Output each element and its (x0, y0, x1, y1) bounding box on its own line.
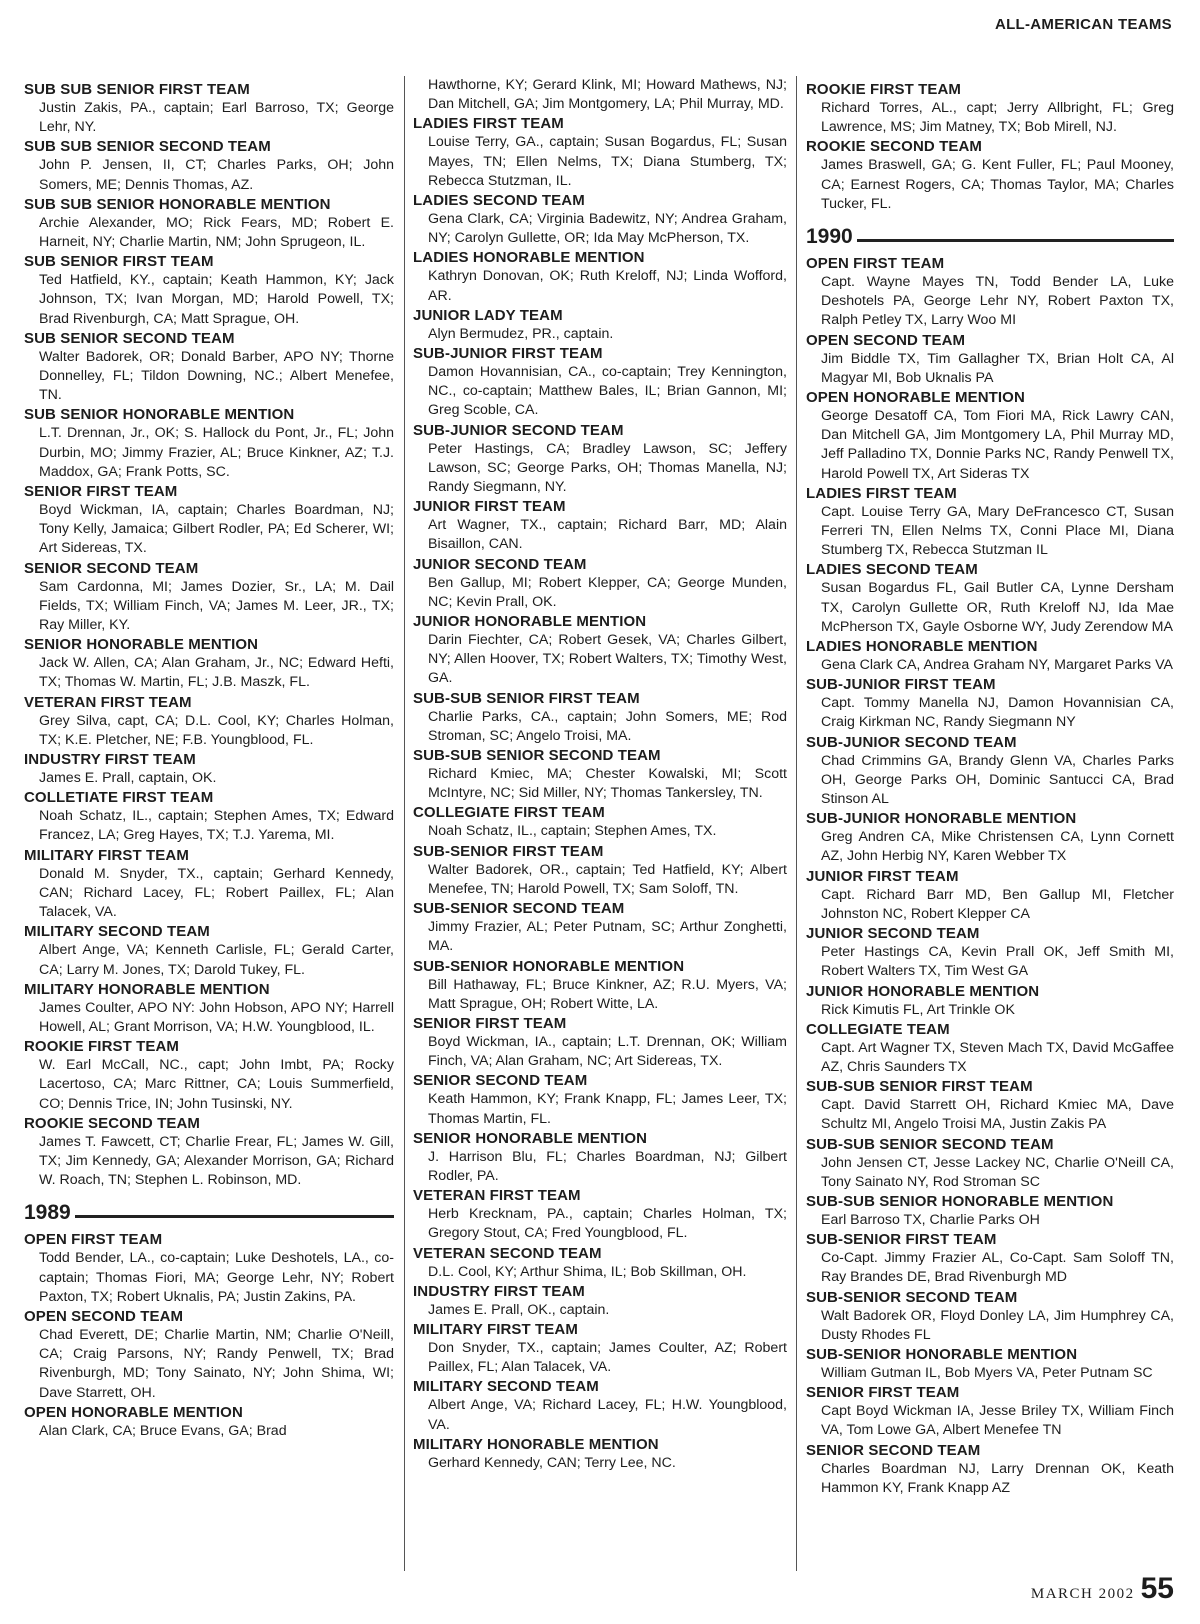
team-heading: SUB SENIOR FIRST TEAM (24, 253, 214, 271)
team-entry (24, 195, 394, 252)
team-members: Hawthorne, KY; Gerard Klink, MI; Howard Mathews, NJ; Dan Mitchell, GA; Jim Montgomery, LA; Phil Murray, MD. (428, 77, 787, 113)
team-entry (24, 635, 394, 692)
team-heading: MILITARY HONORABLE MENTION (413, 1435, 659, 1453)
team-entry (24, 559, 394, 636)
team-heading: SUB-SENIOR FIRST TEAM (806, 1231, 997, 1249)
year-rule (857, 239, 1174, 242)
team-entry (24, 329, 394, 406)
team-members: Todd Bender, LA., co-captain; Luke Deshotels, LA., co-captain; Thomas Fiori, MA; George Lehr, NY; Robert Paxton, TX; Robert Uknalis, PA; Justin Zakins, PA. (39, 1250, 394, 1305)
team-members: Capt. Richard Barr MD, Ben Gallup MI, Fletcher Johnston NC, Robert Klepper CA (821, 886, 1174, 922)
team-entry (413, 957, 787, 1014)
team-heading: OPEN HONORABLE MENTION (24, 1403, 243, 1421)
team-entry (806, 675, 1174, 732)
team-entry (806, 1345, 1174, 1383)
team-entry (806, 331, 1174, 388)
team-entry (806, 809, 1174, 866)
team-members: Alan Clark, CA; Bruce Evans, GA; Brad (39, 1422, 287, 1439)
team-entry (24, 693, 394, 750)
team-heading: COLLEGIATE FIRST TEAM (413, 804, 605, 822)
team-entry (24, 750, 394, 788)
team-members: Sam Cardonna, MI; James Dozier, Sr., LA; M. Dail Fields, TX; William Finch, VA; James M. Leer, JR., TX; Ray Miller, KY. (39, 578, 394, 634)
team-heading: SUB-SUB SENIOR FIRST TEAM (806, 1078, 1033, 1096)
team-heading: JUNIOR FIRST TEAM (806, 867, 959, 885)
team-entry (24, 922, 394, 979)
year-label: 1990 (806, 225, 853, 249)
team-heading: SUB-SUB SENIOR HONORABLE MENTION (806, 1192, 1114, 1210)
team-entry (413, 746, 787, 803)
team-heading: MILITARY SECOND TEAM (24, 923, 210, 941)
team-heading: ROOKIE SECOND TEAM (806, 138, 982, 156)
team-heading: SENIOR FIRST TEAM (24, 483, 178, 501)
team-heading: SUB SUB SENIOR SECOND TEAM (24, 138, 271, 156)
team-members: Don Snyder, TX., captain; James Coulter, AZ; Robert Paillex, FL; Alan Talacek, VA. (428, 1339, 787, 1376)
team-heading: ROOKIE SECOND TEAM (24, 1114, 200, 1132)
team-members: Rick Kimutis FL, Art Trinkle OK (821, 1001, 1015, 1018)
year-heading (806, 224, 1174, 250)
team-entry (413, 1377, 787, 1434)
team-entry (24, 405, 394, 482)
team-heading: SUB SUB SENIOR HONORABLE MENTION (24, 195, 331, 213)
team-heading: SENIOR FIRST TEAM (806, 1384, 960, 1402)
team-members: James E. Prall, OK., captain. (428, 1301, 610, 1318)
team-members: Walter Badorek, OR; Donald Barber, APO NY; Thorne Donnelley, FL; Tildon Downing, NC.; Albert Menefee, TN. (39, 348, 394, 404)
team-heading: SUB SUB SENIOR FIRST TEAM (24, 81, 250, 98)
team-entry (806, 924, 1174, 981)
team-members: Noah Schatz, IL., captain; Stephen Ames, TX; Edward Francez, LA; Greg Hayes, TX; T.J. Yarema, MI. (39, 808, 394, 844)
column-3 (806, 80, 1174, 1498)
team-heading: SUB-JUNIOR HONORABLE MENTION (806, 810, 1077, 828)
team-heading: JUNIOR HONORABLE MENTION (413, 613, 647, 631)
team-entry (806, 867, 1174, 924)
team-entry (806, 484, 1174, 561)
team-heading: LADIES HONORABLE MENTION (413, 249, 645, 267)
team-heading: OPEN SECOND TEAM (806, 331, 966, 349)
team-members: Charlie Parks, CA., captain; John Somers, ME; Rod Stroman, SC; Angelo Troisi, MA. (428, 708, 787, 744)
team-heading: JUNIOR LADY TEAM (413, 306, 563, 324)
team-members: Gena Clark CA, Andrea Graham NY, Margaret Parks VA (821, 657, 1173, 674)
team-members: Damon Hovannisian, CA., co-captain; Trey Kennington, NC., co-captain; Matthew Bales, IL; Brian Gannon, MI; Greg Scoble, CA. (428, 364, 787, 419)
issue-date: MARCH 2002 (1030, 1586, 1135, 1602)
team-members: Greg Andren CA, Mike Christensen CA, Lynn Cornett AZ, John Herbig NY, Karen Webber TX (821, 829, 1174, 865)
team-members: Herb Krecknam, PA., captain; Charles Holman, TX; Gregory Stout, CA; Fred Youngblood, FL. (428, 1206, 787, 1242)
column-divider (404, 76, 405, 1571)
team-heading: SENIOR FIRST TEAM (413, 1014, 567, 1032)
team-heading: SUB-JUNIOR SECOND TEAM (806, 733, 1017, 751)
team-entry (413, 497, 787, 554)
team-heading: VETERAN SECOND TEAM (413, 1244, 602, 1262)
team-heading: LADIES SECOND TEAM (413, 192, 585, 210)
column-1 (24, 80, 394, 1441)
team-entry (806, 1020, 1174, 1077)
team-members: Charles Boardman NJ, Larry Drennan OK, Keath Hammon KY, Frank Knapp AZ (821, 1460, 1174, 1496)
year-heading (24, 1200, 394, 1226)
team-heading: SUB-JUNIOR FIRST TEAM (413, 345, 603, 363)
team-heading: OPEN FIRST TEAM (806, 255, 945, 273)
team-members: Earl Barroso TX, Charlie Parks OH (821, 1211, 1040, 1228)
team-entry (806, 1135, 1174, 1192)
team-entry (24, 1307, 394, 1403)
team-entry (413, 344, 787, 421)
team-heading: JUNIOR SECOND TEAM (413, 555, 587, 573)
team-entry (413, 421, 787, 498)
team-members: George Desatoff CA, Tom Fiori MA, Rick Lawry CAN, Dan Mitchell GA, Jim Montgomery LA, Phil Murray MD, Jeff Palladino TX, Donnie Parks NC, Randy Penwell TX, Harold Powell TX, Art Sideras TX (821, 408, 1174, 482)
team-heading: SUB-SUB SENIOR SECOND TEAM (413, 747, 661, 765)
team-heading: MILITARY FIRST TEAM (24, 846, 189, 864)
team-entry (806, 560, 1174, 637)
team-members: Boyd Wickman, IA, captain; Charles Boardman, NJ; Tony Kelly, Jamaica; Gilbert Rodler, PA; Ed Scherer, WI; Art Sidereas, TX. (39, 502, 394, 557)
team-members: W. Earl McCall, NC., capt; John Imbt, PA; Rocky Lacertoso, CA; Marc Rittner, CA; Louis Summerfield, CO; Dennis Trice, IN; John Tusinski, NY. (39, 1057, 394, 1112)
team-entry (413, 899, 787, 956)
team-members: Peter Hastings CA, Kevin Prall OK, Jeff Smith MI, Robert Walters TX, Tim West GA (821, 944, 1174, 980)
team-heading: INDUSTRY FIRST TEAM (413, 1282, 585, 1300)
team-heading: VETERAN FIRST TEAM (24, 693, 192, 711)
team-members: Louise Terry, GA., captain; Susan Bogardus, FL; Susan Mayes, TN; Ellen Nelms, TX; Diana Stumberg, TX; Rebecca Stutzman, IL. (428, 134, 787, 189)
team-entry (806, 733, 1174, 810)
team-heading: LADIES FIRST TEAM (806, 484, 957, 502)
page-footer (1031, 1572, 1174, 1606)
team-entry (413, 1435, 787, 1473)
team-members: John Jensen CT, Jesse Lackey NC, Charlie O'Neill CA, Tony Sainato NY, Rod Stroman SC (821, 1154, 1174, 1190)
team-members: Richard Kmiec, MA; Chester Kowalski, MI; Scott McIntyre, NC; Sid Miller, NY; Thomas Tankersley, TN. (428, 766, 787, 802)
team-members: Albert Ange, VA; Richard Lacey, FL; H.W. Youngblood, VA. (428, 1397, 787, 1433)
team-members: James Coulter, APO NY: John Hobson, APO NY; Harrell Howell, AL; Grant Morrison, VA; H.W. Youngblood, IL. (39, 999, 394, 1035)
team-members: Richard Torres, AL., capt; Jerry Allbright, FL; Greg Lawrence, MS; Jim Matney, TX; Bob Mirell, NJ. (821, 100, 1174, 136)
team-members: Jimmy Frazier, AL; Peter Putnam, SC; Arthur Zonghetti, MA. (428, 919, 787, 955)
team-heading: SUB-SENIOR FIRST TEAM (413, 842, 604, 860)
team-heading: JUNIOR HONORABLE MENTION (806, 982, 1040, 1000)
team-entry (413, 76, 787, 114)
team-members: Noah Schatz, IL., captain; Stephen Ames, TX. (428, 823, 717, 840)
team-members: Boyd Wickman, IA., captain; L.T. Drennan, OK; William Finch, VA; Alan Graham, NC; Art Sidereas, TX. (428, 1033, 787, 1070)
team-heading: VETERAN FIRST TEAM (413, 1187, 581, 1205)
team-heading: ROOKIE FIRST TEAM (806, 81, 962, 98)
team-entry (413, 1282, 787, 1320)
team-entry (806, 637, 1174, 675)
team-entry (24, 252, 394, 329)
team-heading: LADIES SECOND TEAM (806, 561, 978, 579)
team-members: Capt. Louise Terry GA, Mary DeFrancesco CT, Susan Ferreri TN, Ellen Nelms TX, Conni Place MI, Diana Stumberg TX, Rebecca Stutzman IL (821, 503, 1174, 559)
team-heading: LADIES HONORABLE MENTION (806, 638, 1038, 656)
team-heading: OPEN HONORABLE MENTION (806, 389, 1025, 407)
team-members: James Braswell, GA; G. Kent Fuller, FL; Paul Mooney, CA; Earnest Rogers, CA; Thomas Taylor, MA; Charles Tucker, FL. (821, 157, 1174, 212)
team-members: Chad Everett, DE; Charlie Martin, NM; Charlie O'Neill, CA; Craig Parsons, NY; Randy Penwell, TX; Brad Rivenburgh, MD; Tony Sainato, NY; John Shima, WI; Dave Starrett, OH. (39, 1326, 394, 1401)
team-entry (413, 306, 787, 344)
team-members: John P. Jensen, II, CT; Charles Parks, OH; John Somers, ME; Dennis Thomas, AZ. (39, 157, 394, 193)
team-heading: SUB SENIOR SECOND TEAM (24, 329, 235, 347)
team-heading: COLLETIATE FIRST TEAM (24, 789, 214, 807)
team-heading: OPEN FIRST TEAM (24, 1231, 163, 1249)
team-members: Peter Hastings, CA; Bradley Lawson, SC; Jeffery Lawson, SC; George Parks, OH; Thomas Manella, NJ; Randy Siegmann, NY. (428, 440, 787, 496)
team-entry (806, 80, 1174, 137)
team-members: James T. Fawcett, CT; Charlie Frear, FL; James W. Gill, TX; Jim Kennedy, GA; Alexander Morrison, GA; Richard W. Roach, TN; Stephen L. Robinson, MD. (39, 1133, 394, 1189)
team-members: Gena Clark, CA; Virginia Badewitz, NY; Andrea Graham, NY; Carolyn Gullette, OR; Ida May McPherson, TX. (428, 211, 787, 247)
year-label: 1989 (24, 1201, 71, 1225)
team-heading: SUB-SUB SENIOR FIRST TEAM (413, 689, 640, 707)
team-heading: ROOKIE FIRST TEAM (24, 1038, 180, 1056)
team-heading: SUB-SENIOR SECOND TEAM (806, 1288, 1018, 1306)
team-members: Jack W. Allen, CA; Alan Graham, Jr., NC; Edward Hefti, TX; Thomas W. Martin, FL; J.B. Maszk, FL. (39, 655, 394, 691)
team-members: Walter Badorek, OR., captain; Ted Hatfield, KY; Albert Menefee, TN; Harold Powell, TX; Sam Soloff, TN. (428, 861, 787, 897)
year-rule (75, 1215, 394, 1218)
team-members: Art Wagner, TX., captain; Richard Barr, MD; Alain Bisaillon, CAN. (428, 517, 787, 553)
team-entry (24, 137, 394, 194)
team-heading: MILITARY FIRST TEAM (413, 1320, 578, 1338)
team-heading: SUB-SENIOR SECOND TEAM (413, 900, 625, 918)
team-entry (806, 254, 1174, 331)
team-heading: SENIOR SECOND TEAM (806, 1441, 981, 1459)
team-entry (413, 1014, 787, 1071)
team-entry (413, 1244, 787, 1282)
team-members: Capt. Art Wagner TX, Steven Mach TX, David McGaffee AZ, Chris Saunders TX (821, 1039, 1174, 1075)
team-entry (413, 191, 787, 248)
team-members: Archie Alexander, MO; Rick Fears, MD; Robert E. Harneit, NY; Charlie Martin, NM; John Sprugeon, IL. (39, 214, 394, 251)
team-entry (806, 1288, 1174, 1345)
team-entry (24, 1037, 394, 1114)
team-heading: SENIOR SECOND TEAM (24, 559, 199, 577)
team-heading: SUB-JUNIOR FIRST TEAM (806, 676, 996, 694)
team-members: Albert Ange, VA; Kenneth Carlisle, FL; Gerald Carter, CA; Larry M. Jones, TX; Darold Tukey, FL. (39, 942, 394, 978)
page-number: 55 (1140, 1572, 1174, 1605)
team-entry (413, 114, 787, 191)
running-head: ALL-AMERICAN TEAMS (994, 16, 1172, 33)
team-entry (413, 1129, 787, 1186)
team-heading: SENIOR SECOND TEAM (413, 1072, 588, 1090)
team-entry (24, 1230, 394, 1307)
team-members: Chad Crimmins GA, Brandy Glenn VA, Charles Parks OH, George Parks OH, Dominic Santucci CA, Brad Stinson AL (821, 752, 1174, 808)
team-entry (24, 788, 394, 845)
team-entry (413, 689, 787, 746)
team-heading: JUNIOR SECOND TEAM (806, 925, 980, 943)
team-members: Jim Biddle TX, Tim Gallagher TX, Brian Holt CA, Al Magyar MI, Bob Uknalis PA (821, 350, 1174, 386)
team-entry (413, 248, 787, 305)
team-members: J. Harrison Blu, FL; Charles Boardman, NJ; Gilbert Rodler, PA. (428, 1148, 787, 1184)
team-entry (413, 1071, 787, 1128)
team-entry (413, 555, 787, 612)
team-entry (413, 842, 787, 899)
team-members: Grey Silva, capt, CA; D.L. Cool, KY; Charles Holman, TX; K.E. Pletcher, NE; F.B. Youngblood, FL. (39, 712, 394, 748)
team-members: L.T. Drennan, Jr., OK; S. Hallock du Pont, Jr., FL; John Durbin, MO; Jimmy Frazier, AL; Bruce Kinkner, AZ; T.J. Maddox, GA; Frank Potts, SC. (39, 425, 394, 480)
team-heading: JUNIOR FIRST TEAM (413, 498, 566, 516)
team-members: D.L. Cool, KY; Arthur Shima, IL; Bob Skillman, OH. (428, 1263, 747, 1280)
team-members: James E. Prall, captain, OK. (39, 770, 217, 787)
team-members: Walt Badorek OR, Floyd Donley LA, Jim Humphrey CA, Dusty Rhodes FL (821, 1307, 1174, 1343)
team-members: Capt. Tommy Manella NJ, Damon Hovannisian CA, Craig Kirkman NC, Randy Siegmann NY (821, 695, 1174, 731)
team-entry (413, 1186, 787, 1243)
team-heading: INDUSTRY FIRST TEAM (24, 751, 196, 769)
team-heading: LADIES FIRST TEAM (413, 115, 564, 133)
team-members: Susan Bogardus FL, Gail Butler CA, Lynne Dersham TX, Carolyn Gullette OR, Ruth Kreloff NJ, Ida Mae McPherson TX, Gayle Osborne WY, Judy Zerendow MA (821, 580, 1174, 635)
team-heading: MILITARY HONORABLE MENTION (24, 980, 270, 998)
team-members: Donald M. Snyder, TX., captain; Gerhard Kennedy, CAN; Richard Lacey, FL; Robert Paillex, FL; Alan Talacek, VA. (39, 865, 394, 921)
team-members: Alyn Bermudez, PR., captain. (428, 325, 614, 342)
team-heading: SUB SENIOR HONORABLE MENTION (24, 406, 295, 424)
team-entry (806, 1230, 1174, 1287)
team-heading: COLLEGIATE TEAM (806, 1020, 950, 1038)
team-entry (413, 803, 787, 841)
team-entry (24, 482, 394, 559)
team-members: Capt. Wayne Mayes TN, Todd Bender LA, Luke Deshotels PA, George Lehr NY, Robert Paxton TX, Ralph Petley TX, Larry Woo MI (821, 274, 1174, 329)
team-heading: MILITARY SECOND TEAM (413, 1378, 599, 1396)
team-members: Justin Zakis, PA., captain; Earl Barroso, TX; George Lehr, NY. (39, 100, 394, 136)
team-members: Keath Hammon, KY; Frank Knapp, FL; James Leer, TX; Thomas Martin, FL. (428, 1091, 787, 1127)
team-members: Gerhard Kennedy, CAN; Terry Lee, NC. (428, 1454, 676, 1471)
team-members: Darin Fiechter, CA; Robert Gesek, VA; Charles Gilbert, NY; Allen Hoover, TX; Robert Walters, TX; Timothy West, GA. (428, 632, 787, 687)
column-2 (413, 76, 787, 1473)
team-members: Kathryn Donovan, OK; Ruth Kreloff, NJ; Linda Wofford, AR. (428, 268, 787, 304)
team-entry (24, 980, 394, 1037)
team-members: Capt Boyd Wickman IA, Jesse Briley TX, William Finch VA, Tom Lowe GA, Albert Menefee TN (821, 1403, 1174, 1439)
team-members: Capt. David Starrett OH, Richard Kmiec MA, Dave Schultz MI, Angelo Troisi MA, Justin Zakis PA (821, 1097, 1174, 1133)
team-heading: SUB-SENIOR HONORABLE MENTION (413, 957, 685, 975)
team-members: Ben Gallup, MI; Robert Klepper, CA; George Munden, NC; Kevin Prall, OK. (428, 574, 787, 610)
team-entry (806, 1441, 1174, 1498)
team-entry (806, 388, 1174, 484)
team-heading: SUB-SENIOR HONORABLE MENTION (806, 1345, 1078, 1363)
team-members: Ted Hatfield, KY., captain; Keath Hammon, KY; Jack Johnson, TX; Ivan Morgan, MD; Harold Powell, TX; Brad Rivenburgh, CA; Matt Sprague, OH. (39, 272, 394, 327)
team-entry (24, 1114, 394, 1191)
team-members: Bill Hathaway, FL; Bruce Kinkner, AZ; R.U. Myers, VA; Matt Sprague, OH; Robert Witte, LA. (428, 976, 787, 1012)
team-entry (806, 137, 1174, 214)
team-entry (806, 1192, 1174, 1230)
team-entry (806, 1077, 1174, 1134)
team-entry (806, 1383, 1174, 1440)
team-heading: SENIOR HONORABLE MENTION (24, 636, 259, 654)
team-entry (24, 80, 394, 137)
team-heading: OPEN SECOND TEAM (24, 1307, 184, 1325)
column-divider (796, 76, 797, 1571)
team-heading: SENIOR HONORABLE MENTION (413, 1129, 648, 1147)
team-entry (24, 1403, 394, 1441)
team-heading: SUB-JUNIOR SECOND TEAM (413, 421, 624, 439)
team-members: Co-Capt. Jimmy Frazier AL, Co-Capt. Sam Soloff TN, Ray Brandes DE, Brad Rivenburgh MD (821, 1250, 1174, 1286)
team-members: William Gutman IL, Bob Myers VA, Peter Putnam SC (821, 1364, 1153, 1381)
team-entry (413, 1320, 787, 1377)
team-heading: SUB-SUB SENIOR SECOND TEAM (806, 1135, 1054, 1153)
team-entry (24, 846, 394, 923)
team-entry (806, 982, 1174, 1020)
team-entry (413, 612, 787, 689)
